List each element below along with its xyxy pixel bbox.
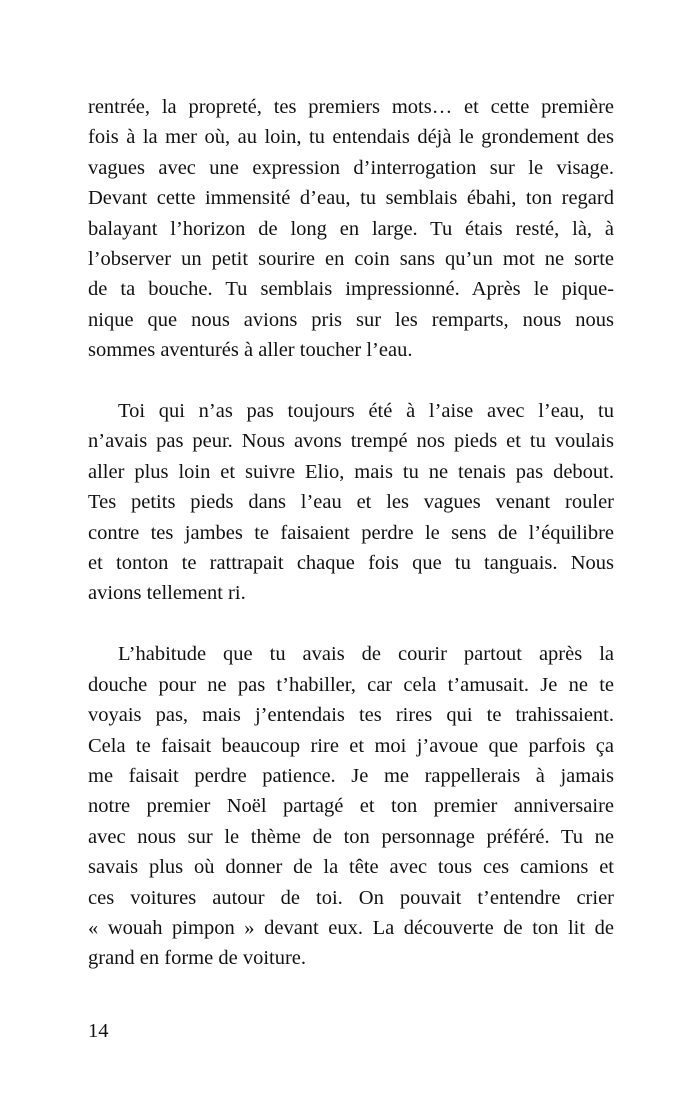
text-line: balayant l’horizon de long en large. Tu étais resté, là, à: [88, 217, 614, 240]
text-line: douche pour ne pas t’habiller, car cela t’amusait. Je ne te: [88, 673, 614, 696]
text-line: et tonton te rattrapait chaque fois que tu tanguais. Nous: [88, 552, 614, 575]
paragraph-3: [88, 639, 614, 973]
text-line: nique que nous avions pris sur les remparts, nous nous: [88, 308, 614, 331]
text-line: grand en forme de voiture.: [88, 947, 307, 970]
text-line: Cela te faisait beaucoup rire et moi j’avoue que parfois ça: [88, 734, 614, 757]
page-number: 14: [88, 1020, 109, 1042]
text-line: avec nous sur le thème de ton personnage préféré. Tu ne: [88, 825, 614, 848]
body-text: [88, 92, 614, 974]
text-line: l’observer un petit sourire en coin sans qu’un mot ne sorte: [88, 248, 614, 271]
text-line: n’avais pas peur. Nous avons trempé nos pieds et tu voulais: [88, 430, 614, 453]
text-line: savais plus où donner de la tête avec tous ces camions et: [88, 856, 614, 879]
text-line: L’habitude que tu avais de courir partout après la: [118, 643, 614, 666]
text-line: voyais pas, mais j’entendais tes rires qui te trahissaient.: [88, 704, 614, 727]
text-line: contre tes jambes te faisaient perdre le sens de l’équilibre: [88, 521, 614, 544]
paragraph-1: [88, 92, 614, 366]
text-line: avions tellement ri.: [88, 582, 246, 605]
text-line: vagues avec une expression d’interrogation sur le visage.: [88, 156, 614, 179]
text-line: me faisait perdre patience. Je me rappellerais à jamais: [88, 764, 614, 787]
text-line: rentrée, la propreté, tes premiers mots… et cette première: [88, 96, 614, 118]
text-line: Devant cette immensité d’eau, tu semblais ébahi, ton regard: [88, 187, 614, 210]
text-line: notre premier Noël partagé et ton premier anniversaire: [88, 795, 614, 818]
text-line: fois à la mer où, au loin, tu entendais déjà le grondement des: [88, 126, 614, 149]
text-line: Toi qui n’as pas toujours été à l’aise avec l’eau, tu: [118, 400, 614, 423]
paragraph-2: [88, 396, 614, 609]
text-line: de ta bouche. Tu semblais impressionné. Après le pique-: [88, 278, 614, 301]
text-line: sommes aventurés à aller toucher l’eau.: [88, 339, 413, 362]
text-line: aller plus loin et suivre Elio, mais tu ne tenais pas debout.: [88, 460, 614, 483]
text-line: « wouah pimpon » devant eux. La découverte de ton lit de: [88, 916, 614, 939]
text-line: ces voitures autour de toi. On pouvait t’entendre crier: [88, 886, 614, 909]
text-line: Tes petits pieds dans l’eau et les vagues venant rouler: [88, 491, 614, 514]
